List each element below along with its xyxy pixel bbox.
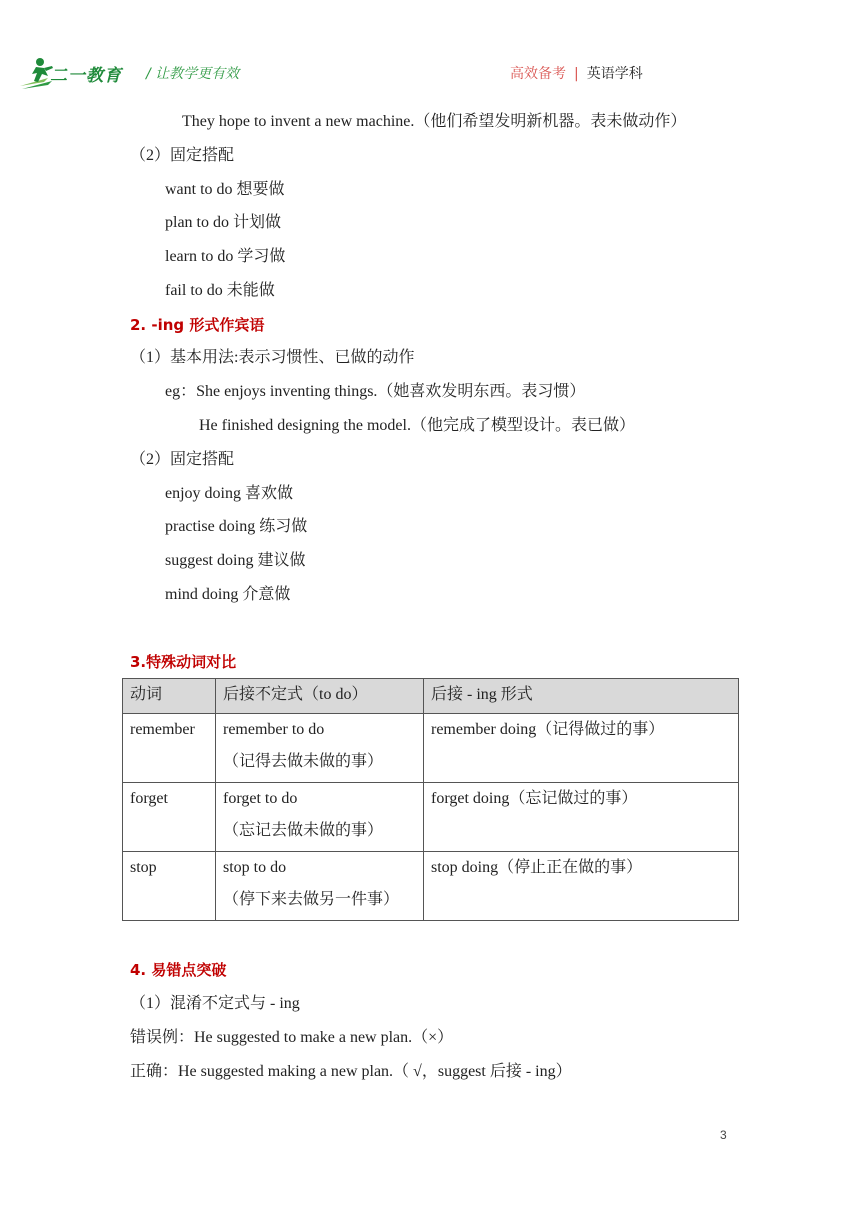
page-number: 3 bbox=[720, 1128, 727, 1142]
ing-cell: stop doing（停止正在做的事） bbox=[424, 852, 739, 921]
correct-example: 正确：He suggested making a new plan.（ √，suggest 后接 - ing） bbox=[130, 1063, 572, 1080]
table-row bbox=[123, 783, 739, 852]
verb-cell: stop bbox=[123, 852, 216, 921]
collocation-item: practise doing 练习做 bbox=[165, 518, 308, 535]
fixed-collocation-title: （2）固定搭配 bbox=[130, 451, 235, 468]
to-do-meaning: （忘记去做未做的事） bbox=[223, 822, 384, 839]
section-heading: 3.特殊动词对比 bbox=[130, 653, 237, 671]
to-do-text: stop to do bbox=[223, 859, 287, 876]
column-header: 后接 - ing 形式 bbox=[424, 679, 739, 714]
to-do-text: forget to do bbox=[223, 790, 298, 807]
verb-comparison-table bbox=[122, 678, 739, 921]
example-sentence: eg：She enjoys inventing things.（她喜欢发明东西。表习惯） bbox=[165, 383, 586, 400]
example-sentence: He finished designing the model.（他完成了模型设计。表已做） bbox=[199, 417, 635, 434]
example-sentence: They hope to invent a new machine.（他们希望发明新机器。表未做动作） bbox=[182, 113, 687, 130]
column-header: 动词 bbox=[123, 679, 216, 714]
header-divider: | bbox=[574, 66, 579, 82]
collocation-item: enjoy doing 喜欢做 bbox=[165, 485, 293, 502]
collocation-item: fail to do 未能做 bbox=[165, 282, 275, 299]
ing-cell: forget doing（忘记做过的事） bbox=[424, 783, 739, 852]
to-do-meaning: （停下来去做另一件事） bbox=[223, 891, 400, 908]
ing-cell: remember doing（记得做过的事） bbox=[424, 714, 739, 783]
basic-usage: （1）基本用法:表示习惯性、已做的动作 bbox=[130, 349, 415, 366]
collocation-item: plan to do 计划做 bbox=[165, 214, 281, 231]
brand-slogan: / 让教学更有效 bbox=[146, 66, 240, 82]
table-row bbox=[123, 852, 739, 921]
verb-cell: forget bbox=[123, 783, 216, 852]
to-do-meaning: （记得去做未做的事） bbox=[223, 753, 384, 770]
to-do-cell bbox=[216, 852, 424, 921]
fixed-collocation-title: （2）固定搭配 bbox=[130, 147, 235, 164]
section-heading: 2. -ing 形式作宾语 bbox=[130, 316, 265, 334]
mistake-subtitle: （1）混淆不定式与 - ing bbox=[130, 995, 300, 1012]
brand-name: 二一教育 bbox=[50, 66, 122, 86]
column-header: 后接不定式（to do） bbox=[216, 679, 424, 714]
header-subject bbox=[510, 63, 643, 83]
collocation-item: suggest doing 建议做 bbox=[165, 552, 306, 569]
section-heading: 4. 易错点突破 bbox=[130, 961, 227, 979]
header-tagline: 高效备考 bbox=[510, 66, 566, 82]
to-do-cell bbox=[216, 783, 424, 852]
to-do-text: remember to do bbox=[223, 721, 325, 738]
subject-label: 英语学科 bbox=[586, 66, 643, 82]
collocation-item: mind doing 介意做 bbox=[165, 586, 291, 603]
to-do-cell bbox=[216, 714, 424, 783]
table-row bbox=[123, 714, 739, 783]
page-header bbox=[0, 0, 860, 100]
table-header-row bbox=[123, 679, 739, 714]
wrong-example: 错误例：He suggested to make a new plan.（×） bbox=[130, 1029, 454, 1046]
verb-cell: remember bbox=[123, 714, 216, 783]
collocation-item: learn to do 学习做 bbox=[165, 248, 286, 265]
collocation-item: want to do 想要做 bbox=[165, 181, 285, 198]
